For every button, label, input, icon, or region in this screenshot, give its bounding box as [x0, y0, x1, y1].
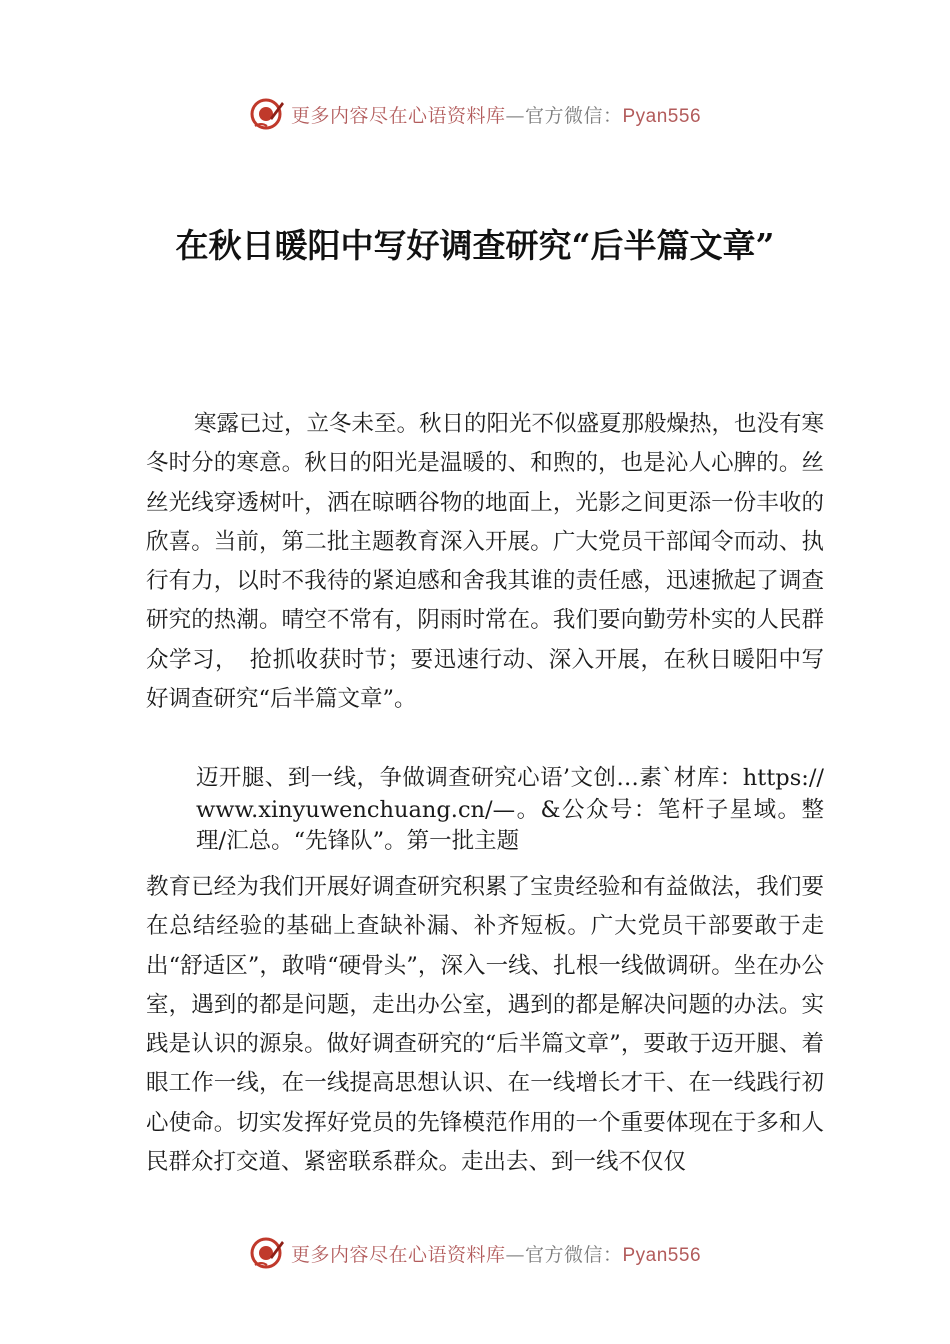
watermark-brand: 更多内容尽在心语资料库: [290, 1243, 506, 1266]
paragraph-1: 寒露已过，立冬未至。秋日的阳光不似盛夏那般燥热，也没有寒冬时分的寒意。秋日的阳光是温暖的、和煦的，也是沁人心脾的。丝丝光线穿透树叶，洒在晾晒谷物的地面上，光影之间更添一份丰收的欣喜。当前，第二批主题教育深入开展。广大党员干部闻令而动、执行有力，以时不我待的紧迫感和舍我其谁的责任感，迅速掀起了调查研究的热潮。晴空不常有，阴雨时常在。我们要向勤劳朴实的人民群众学习， 抢抓收获时节；要迅速行动、深入开展，在秋日暖阳中写好调查研究“后半篇文章”。: [146, 411, 825, 713]
watermark-text: [291, 1240, 701, 1267]
footer-watermark: [0, 1233, 950, 1273]
watermark-wechat-label: 官方微信：: [524, 104, 623, 127]
watermark-wechat-label: 官方微信：: [524, 1243, 623, 1266]
pen-seal-icon: [249, 96, 285, 132]
document-title: 在秋日暖阳中写好调查研究“后半篇文章”: [175, 226, 775, 265]
paragraph-3: 教育已经为我们开展好调查研究积累了宝贵经验和有益做法，我们要在总结经验的基础上查缺补漏、补齐短板。广大党员干部要敢于走出“舒适区”，敢啃“硬骨头”，深入一线、扎根一线做调研。坐在办公室，遇到的都是问题，走出办公室，遇到的都是解决问题的办法。实践是认识的源泉。做好调查研究的“后半篇文章”，要敢于迈开腿、着眼工作一线，在一线提高思想认识、在一线增长才干、在一线践行初心使命。切实发挥好党员的先锋模范作用的一个重要体现在于多和人民群众打交道、紧密联系群众。走出去、到一线不仅仅: [146, 874, 824, 1176]
watermark-text: [291, 101, 701, 128]
pen-seal-icon: [249, 1235, 285, 1271]
watermark-wechat-id: Pyan556: [622, 105, 702, 127]
watermark-wechat-id: Pyan556: [622, 1244, 702, 1266]
watermark-dash: —: [505, 1243, 525, 1266]
header-watermark: [0, 94, 950, 134]
paragraph-2: 迈开腿、到一线，争做调查研究心语’文创…素`材库：https://www.xinyuwenchuang.cn/—。&公众号：笔杆子星域。整理/汇总。“先锋队”。第一批主题: [196, 765, 824, 854]
watermark-dash: —: [505, 104, 525, 127]
watermark-brand: 更多内容尽在心语资料库: [290, 104, 506, 127]
